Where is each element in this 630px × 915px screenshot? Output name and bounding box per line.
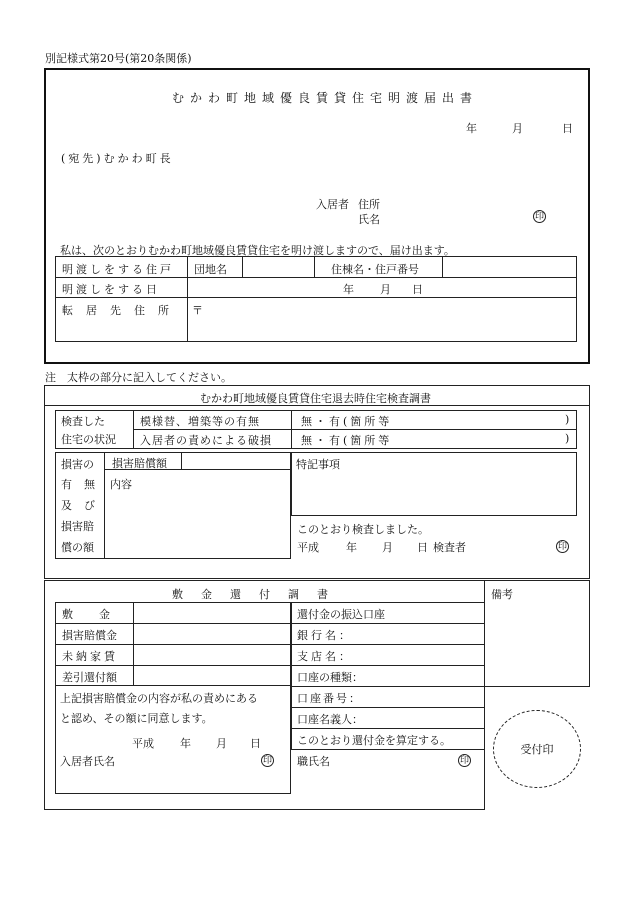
damage-by-resident-label: 入居者の責めによる破損 — [140, 434, 272, 447]
renovation-label: 模様替、増築等の有無 — [140, 415, 260, 428]
receipt-stamp-label: 受付印 — [520, 743, 554, 756]
vacate-month: 月 — [380, 283, 391, 296]
receipt-stamp — [493, 710, 581, 788]
deposit-row-4: 差引還付額 — [62, 671, 117, 684]
consent-era: 平成 — [132, 737, 154, 750]
consent-year: 年 — [180, 737, 191, 750]
vacate-year: 年 — [343, 283, 354, 296]
notes-label: 備考 — [491, 588, 513, 601]
date-year: 年 — [466, 122, 477, 135]
resident-label: 入居者 — [316, 198, 349, 211]
vacate-day: 日 — [412, 283, 423, 296]
consent-day: 日 — [250, 737, 261, 750]
bank-row-1: 還付金の振込口座 — [297, 608, 385, 621]
vacate-residence-label: 明渡しをする住戸 — [62, 263, 174, 276]
statement: 私は、次のとおりむかわ町地域優良賃貸住宅を明け渡しますので、届け出ます。 — [60, 244, 455, 257]
bank-row-5: 口座番号： — [297, 692, 362, 705]
deposit-row-2: 損害賠償金 — [62, 629, 117, 642]
date-month: 月 — [512, 122, 523, 135]
seal-icon: 印 — [459, 756, 469, 766]
inspection-month: 月 — [382, 541, 393, 554]
bank-row-4: 口座の種類： — [297, 671, 363, 684]
damage-col-1: 損害の — [61, 458, 94, 471]
content-label: 内容 — [110, 478, 132, 491]
building-unit-label: 住棟名・住戸番号 — [331, 263, 419, 276]
deposit-title: 敷金還付調書 — [172, 588, 346, 601]
inspection-title: むかわ町地域優良賃貸住宅退去時住宅検査調書 — [200, 392, 431, 405]
date-day: 日 — [562, 122, 573, 135]
damage-col-2: 有無 — [61, 478, 107, 491]
bank-row-2: 銀行名： — [297, 629, 353, 642]
seal-icon: 印 — [262, 756, 272, 766]
seal-icon: 印 — [557, 542, 567, 552]
damage-option: 無・有(箇所等 — [301, 434, 393, 447]
official-name-label: 職氏名 — [297, 755, 330, 768]
damage-col-5: 償の額 — [61, 541, 94, 554]
inspector-label: 検査者 — [433, 541, 466, 554]
inspection-day: 日 — [417, 541, 428, 554]
notice-title: むかわ町地域優良賃貸住宅明渡届出書 — [172, 91, 479, 105]
inspected-label: 検査した — [61, 415, 105, 428]
compensation-amount-label: 損害賠償額 — [112, 457, 167, 470]
resident-name-label: 入居者氏名 — [60, 755, 115, 768]
consent-line-2: と認め、その額に同意します。 — [60, 712, 213, 725]
vacate-date-label: 明渡しをする日 — [62, 283, 160, 296]
renovation-option: 無・有(箇所等 — [301, 415, 393, 428]
consent-line-1: 上記損害賠償金の内容が私の責めにある — [60, 692, 258, 705]
name-label: 氏名 — [358, 213, 380, 226]
inspection-era: 平成 — [297, 541, 319, 554]
form-number: 別記様式第20号(第20条関係) — [45, 52, 192, 65]
address-label: 住所 — [358, 198, 380, 211]
inspection-year: 年 — [346, 541, 357, 554]
addressee: (宛先)むかわ町長 — [61, 152, 174, 165]
bank-row-3: 支店名： — [297, 650, 353, 663]
complex-name-label: 団地名 — [194, 263, 227, 276]
postal-mark: 〒 — [192, 304, 203, 317]
footnote: 注 太枠の部分に記入してください。 — [45, 371, 232, 384]
consent-month: 月 — [216, 737, 227, 750]
damage-col-3: 及び — [61, 499, 107, 512]
calc-confirmed: このとおり還付金を算定する。 — [297, 734, 451, 747]
remarks-label: 特記事項 — [296, 458, 340, 471]
close-paren: ) — [565, 432, 570, 445]
new-address-label: 転居先住所 — [62, 304, 182, 317]
inspection-confirmed: このとおり検査しました。 — [297, 523, 429, 536]
damage-col-4: 損害賠 — [61, 520, 94, 533]
deposit-row-3: 未納家賃 — [62, 650, 118, 663]
close-paren: ) — [565, 413, 570, 426]
deposit-row-1: 敷金 — [62, 608, 136, 621]
bank-row-6: 口座名義人： — [297, 713, 363, 726]
seal-icon: 印 — [534, 212, 544, 222]
inspected-label-2: 住宅の状況 — [61, 433, 116, 446]
